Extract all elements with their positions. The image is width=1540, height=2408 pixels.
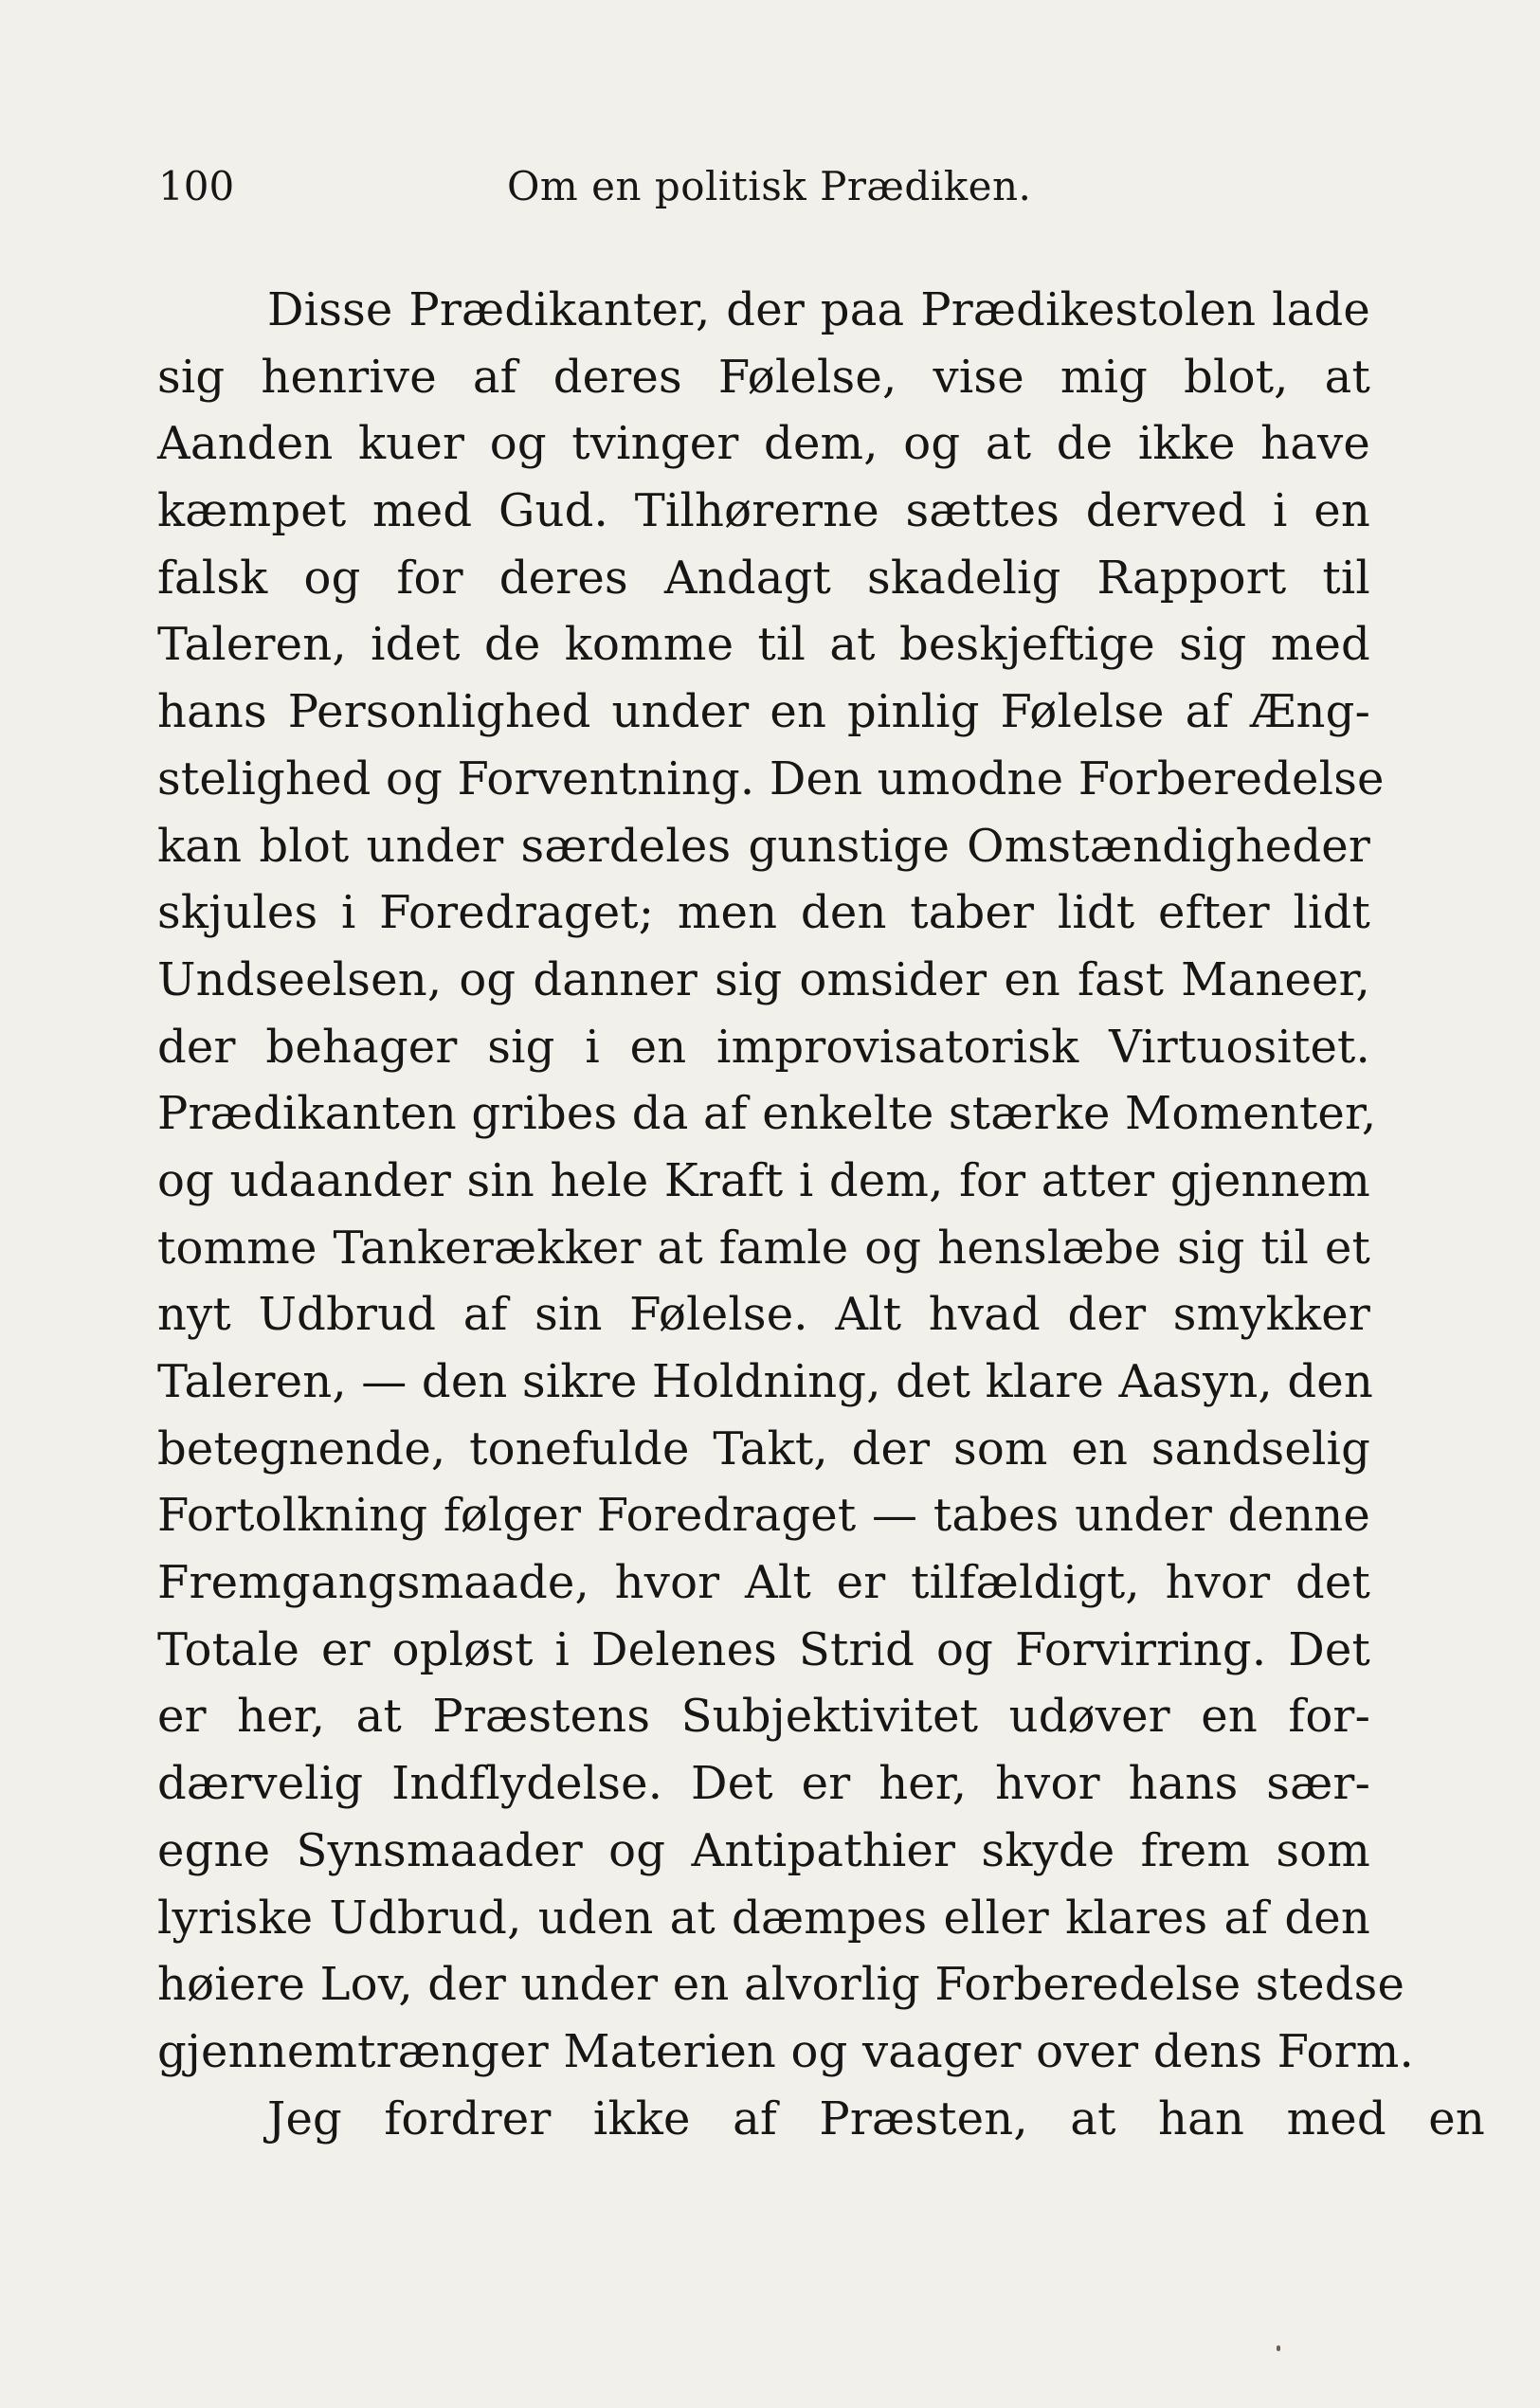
- text-line: er her, at Præstens Subjektivitet udøver en for-: [157, 1690, 1370, 1744]
- text-line: tomme Tankerækker at famle og henslæbe sig til et: [157, 1221, 1370, 1275]
- text-line: Taleren, — den sikre Holdning, det klare Aasyn, den: [157, 1355, 1373, 1408]
- text-line: kan blot under særdeles gunstige Omstændigheder: [157, 819, 1370, 873]
- text-line: hans Personlighed under en pinlig Følelse af Æng-: [157, 685, 1370, 739]
- text-line: nyt Udbrud af sin Følelse. Alt hvad der smykker: [157, 1288, 1370, 1342]
- text-line: dærvelig Indflydelse. Det er her, hvor hans sær-: [157, 1757, 1370, 1811]
- running-title: Om en politisk Prædiken.: [507, 163, 1032, 209]
- text-line: gjennemtrænger Materien og vaager over dens Form.: [157, 2024, 1414, 2078]
- text-line: der behager sig i en improvisatorisk Virtuositet.: [157, 1020, 1370, 1074]
- text-line: sig henrive af deres Følelse, vise mig blot, at: [157, 350, 1370, 404]
- text-line: Disse Prædikanter, der paa Prædikestolen lade: [267, 283, 1370, 336]
- text-line: Fortolkning følger Foredraget — tabes under denne: [157, 1489, 1370, 1543]
- text-line: kæmpet med Gud. Tilhørerne sættes derved i en: [157, 484, 1370, 538]
- paper-speck: [1277, 2345, 1280, 2351]
- body-text: [157, 277, 1485, 2152]
- text-line: egne Synsmaader og Antipathier skyde frem som: [157, 1823, 1370, 1877]
- text-line: betegnende, tonefulde Takt, der som en sandselig: [157, 1421, 1370, 1476]
- text-line: høiere Lov, der under en alvorlig Forberedelse stedse: [157, 1958, 1405, 2012]
- text-line: Undseelsen, og danner sig omsider en fast Maneer,: [157, 952, 1370, 1006]
- text-line: stelighed og Forventning. Den umodne Forberedelse: [157, 751, 1385, 806]
- text-line: Prædikanten gribes da af enkelte stærke Momenter,: [157, 1087, 1377, 1141]
- text-line: lyriske Udbrud, uden at dæmpes eller klares af den: [157, 1891, 1370, 1945]
- text-line: Taleren, idet de komme til at beskjeftige sig med: [157, 618, 1370, 672]
- text-line: Jeg fordrer ikke af Præsten, at han med en: [267, 2091, 1485, 2145]
- page-number: 100: [158, 163, 235, 209]
- page-header: [158, 161, 1381, 218]
- text-line: Totale er opløst i Delenes Strid og Forvirring. Det: [157, 1622, 1370, 1676]
- text-line: og udaander sin hele Kraft i dem, for atter gjennem: [157, 1153, 1370, 1207]
- text-line: Fremgangsmaade, hvor Alt er tilfældigt, hvor det: [157, 1556, 1370, 1610]
- text-line: skjules i Foredraget; men den taber lidt efter lidt: [157, 886, 1370, 940]
- text-line: falsk og for deres Andagt skadelig Rapport til: [157, 551, 1370, 605]
- text-line: Aanden kuer og tvinger dem, og at de ikke have: [157, 417, 1370, 471]
